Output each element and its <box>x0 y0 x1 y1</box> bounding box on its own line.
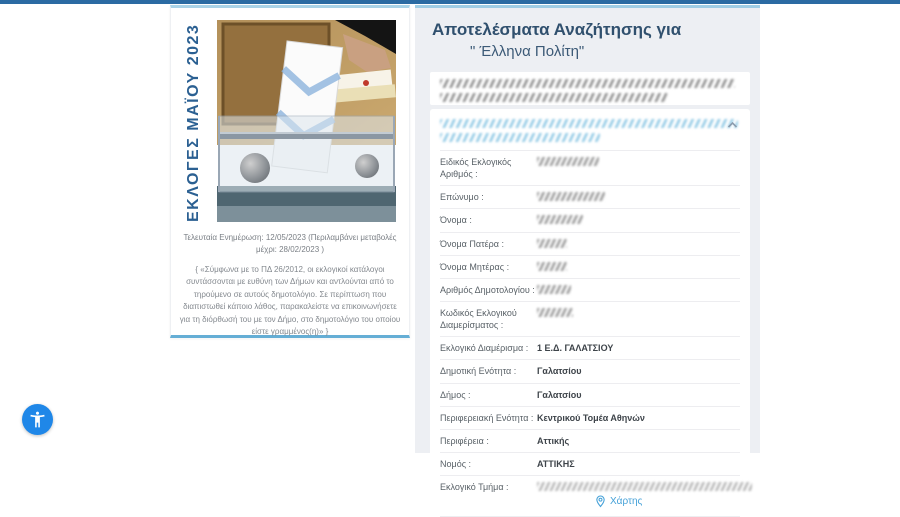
field-row <box>440 429 740 452</box>
redacted-value <box>537 262 567 271</box>
field-value <box>537 191 740 201</box>
field-value: Γαλατσίου <box>537 389 582 400</box>
field-label: Δήμος : <box>440 389 471 400</box>
field-value <box>537 307 740 317</box>
field-value: Κεντρικού Τομέα Αθηνών <box>537 412 645 423</box>
field-value: Γαλατσίου <box>537 366 582 377</box>
field-row <box>440 278 740 301</box>
field-label: Εκλογικό Τμήμα : <box>440 482 509 493</box>
map-link[interactable]: Χάρτης <box>610 496 643 508</box>
last-update-text: Τελευταία Ενημέρωση: 12/05/2023 (Περιλαμβάνει μεταβολές μέχρι: 28/02/2023 ) <box>183 233 397 254</box>
field-row <box>440 359 740 382</box>
accessibility-button[interactable] <box>22 404 53 435</box>
redacted-value <box>537 482 752 491</box>
results-heading: Αποτελέσματα Αναζήτησης για <box>432 20 682 39</box>
field-value <box>537 284 740 294</box>
redacted-text-line <box>440 119 738 128</box>
location-pin-icon <box>595 495 606 508</box>
field-value: ΑΤΤΙΚΗΣ <box>537 458 575 469</box>
legal-note-text: { «Σύμφωνα με το ΠΔ 26/2012, οι εκλογικοί κατάλογοι συντάσσονται με ευθύνη των Δήμων και αντλούνται από το τηρούμενο σε αυτούς δημοτολόγιο. Σε περίπτωση που διαπιστωθεί κάποιο λάθος, παρακαλείστε να επικοινωνήσετε για τη διόρθωσή του με τον Δήμο, στο δημοτολόγιο του οποίου είστε γραμμένος(η)» } <box>179 265 401 336</box>
field-value: 1 Ε.Δ. ΓΑΛΑΤΣΙΟΥ <box>537 343 614 354</box>
field-row <box>440 336 740 359</box>
redacted-text-line <box>440 133 600 142</box>
ballot-box-photo <box>217 20 396 222</box>
field-label: Εκλογικό Διαμέρισμα : <box>440 343 529 354</box>
results-heading-query: " Έλληνα Πολίτη" <box>470 43 585 60</box>
field-label: Όνομα Μητέρας : <box>440 261 510 272</box>
field-row <box>440 208 740 231</box>
field-label: Ειδικός Εκλογικός Αριθμός : <box>440 157 512 180</box>
voter-card-header[interactable] <box>440 117 740 150</box>
field-row <box>440 150 740 185</box>
field-value <box>537 156 740 166</box>
voter-fields-list <box>440 150 740 517</box>
field-label: Όνομα : <box>440 215 472 226</box>
redacted-value <box>537 239 567 248</box>
field-row <box>440 185 740 208</box>
accessibility-person-icon <box>28 410 47 429</box>
field-label: Κωδικός Εκλογικού Διαμερίσματος : <box>440 307 517 331</box>
field-label: Περιφέρεια : <box>440 435 489 446</box>
voter-detail-card <box>430 109 750 508</box>
field-label: Περιφερειακή Ενότητα : <box>440 412 534 423</box>
field-row <box>440 301 740 336</box>
redacted-value <box>537 192 605 201</box>
results-panel <box>415 5 760 508</box>
field-label: Νομός : <box>440 458 472 469</box>
field-label: Δημοτική Ενότητα : <box>440 366 517 377</box>
field-value <box>537 238 740 248</box>
map-link-row[interactable] <box>595 495 752 509</box>
field-row <box>440 255 740 278</box>
field-value <box>537 261 740 271</box>
field-value: Αττικής <box>537 435 570 446</box>
field-label: Όνομα Πατέρα : <box>440 238 504 249</box>
field-row <box>440 406 740 429</box>
field-row <box>440 475 740 517</box>
field-row <box>440 232 740 255</box>
field-label: Αριθμός Δημοτολογίου : <box>440 284 535 295</box>
redacted-value <box>537 157 599 166</box>
redacted-text-line <box>440 93 668 102</box>
top-accent-bar <box>0 0 900 4</box>
redacted-value <box>537 308 573 317</box>
redacted-value <box>537 285 571 294</box>
field-label: Επώνυμο : <box>440 192 484 203</box>
search-summary-row[interactable] <box>430 72 750 105</box>
field-row <box>440 452 740 475</box>
redacted-value <box>537 215 583 224</box>
election-title: ΕΚΛΟΓΕΣ ΜΑΪΟΥ 2023 <box>185 23 202 222</box>
field-value <box>537 214 740 224</box>
chevron-up-icon <box>727 121 738 129</box>
field-value <box>537 481 752 511</box>
election-info-card <box>170 5 410 338</box>
field-row <box>440 383 740 406</box>
redacted-text-line <box>440 79 735 88</box>
